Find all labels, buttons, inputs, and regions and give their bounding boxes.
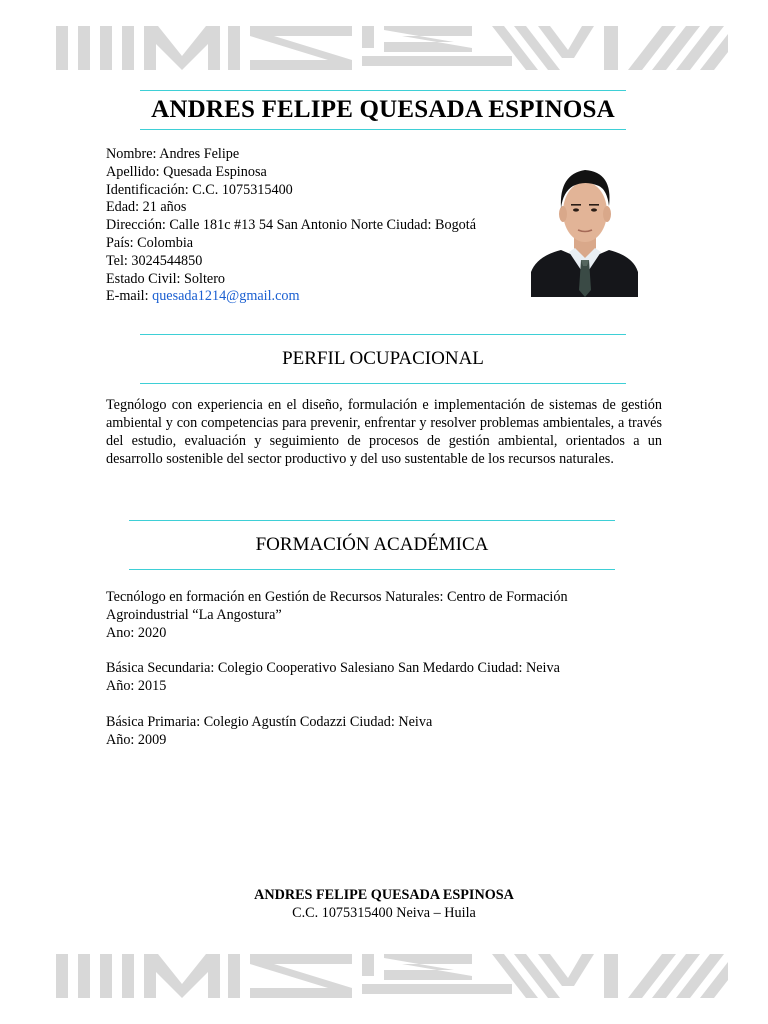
formacion-heading: FORMACIÓN ACADÉMICA [255, 534, 489, 555]
personal-phone: Tel: 3024544850 [106, 252, 203, 269]
education-entry [106, 659, 560, 695]
bottom-decorative-band [52, 954, 728, 998]
perfil-text: Tegnólogo con experiencia en el diseño, formulación e implementación de sistemas de gestión ambiental y con competencias para prevenir, enfrentar y resolver problemas ambientales, a través del estudio, evaluación y seguimiento de procesos de gestión ambiental, orientados a un desarrollo sostenible del sector productivo y del uso sustentable de los recursos naturales. [106, 397, 662, 467]
signature-id: C.C. 1075315400 Neiva – Huila [292, 905, 476, 921]
signature-block [0, 886, 768, 922]
education-year: Año: 2015 [106, 678, 167, 694]
education-year: Año: 2009 [106, 732, 167, 748]
top-decorative-band [52, 26, 728, 70]
personal-address: Dirección: Calle 181c #13 54 San Antonio Norte Ciudad: Bogotá [106, 217, 476, 234]
personal-surname: Apellido: Quesada Espinosa [106, 163, 267, 180]
education-program: Básica Secundaria: Colegio Cooperativo Salesiano San Medardo Ciudad: Neiva [106, 660, 560, 676]
personal-age: Edad: 21 años [106, 199, 187, 216]
education-institution: Agroindustrial “La Angostura” [106, 607, 282, 623]
personal-country: País: Colombia [106, 234, 194, 251]
personal-civil-status: Estado Civil: Soltero [106, 270, 226, 287]
email-link[interactable]: quesada1214@gmail.com [152, 288, 300, 305]
education-entry [106, 588, 568, 642]
education-program: Básica Primaria: Colegio Agustín Codazzi Ciudad: Neiva [106, 714, 433, 730]
profile-photo [531, 150, 638, 297]
formacion-section-header [129, 520, 615, 570]
email-label: E-mail: [106, 288, 149, 305]
perfil-section-header [140, 334, 626, 384]
personal-email-row [106, 288, 476, 306]
education-year: Ano: 2020 [106, 625, 167, 641]
cv-title: ANDRES FELIPE QUESADA ESPINOSA [151, 96, 615, 123]
title-block [140, 90, 626, 130]
education-program: Tecnólogo en formación en Gestión de Recursos Naturales: Centro de Formación [106, 589, 568, 605]
personal-name: Nombre: Andres Felipe [106, 146, 240, 162]
perfil-heading: PERFIL OCUPACIONAL [282, 348, 484, 369]
personal-info [106, 146, 476, 306]
signature-name: ANDRES FELIPE QUESADA ESPINOSA [254, 887, 514, 903]
education-entry [106, 713, 432, 749]
personal-id: Identificación: C.C. 1075315400 [106, 181, 293, 198]
